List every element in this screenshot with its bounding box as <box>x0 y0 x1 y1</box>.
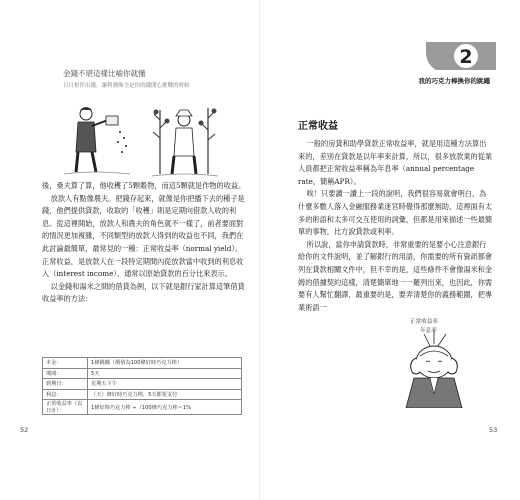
table-key: 期間： <box>43 368 88 379</box>
table-value: 1條跳繩（價值為100條好時巧克力棒） <box>88 358 242 369</box>
table-row <box>43 379 242 390</box>
left-paragraph-1: 後，桑夫算了算，他收穫了5顆穀物，而這5顆就是作物的收益。 <box>42 181 246 190</box>
running-subtitle: 日日相伴出錢，讓利潤像全是你的錢開心挑戰的時候 <box>63 83 190 89</box>
running-title: 金錢不堪這樣比喻你就懂 <box>63 69 146 78</box>
right-paragraph-1: 一般的房貸和助學貸款正常收益率，就是用這種方法算出來的，差別在貸款是以年率來計算，所以，很多放款業的從業人員都把正常收益率稱為年息率（annual percentage rate，簡稱APR）。 <box>298 139 493 186</box>
chapter-title: 我的巧克力棒換你的跳繩 <box>418 77 490 85</box>
table-key: 正常收益率（以日計）： <box>43 400 88 415</box>
chapter-badge <box>426 42 496 70</box>
table-value: 1條好時巧克力棒 ÷（100條巧克力棒＝1% <box>88 400 242 415</box>
table-row <box>43 400 242 415</box>
table-key: 利息： <box>43 389 88 400</box>
left-paragraph-2: 放款人有點像農夫。把錢存起來，就像是你把播下去的種子是錢，他們提供貸款，收取的「收穫」則是定期向借款人收的利息。從這裡開始，放款人和農夫的角色就不一樣了，前者要面對的情況更加複雜，不同類型的放款人得到的收益也不同，我們在此討論最簡單，最常見的一種：正常收益率（normal yield）。正常收益，是放款人在一段特定期間內從放款當中收到的利息收入（interest income），通常以原始貸款的百分比來表示。 <box>42 193 245 279</box>
table-row <box>43 358 242 369</box>
left-page-number: 52 <box>20 426 29 434</box>
right-body-text <box>298 138 493 314</box>
table-value: 5天 <box>88 368 242 379</box>
table-row <box>43 389 242 400</box>
section-title: 正常收益 <box>298 121 338 132</box>
right-paragraph-3: 所以說，當你申請貸款時，非常重要的是要小心注意銀行給你的文件說明，並了解銀行的用語，你需要的所有資訊都會列在貸款相關文件中，但不幸的是，這些條件不會像湯米和金姆的借據契約這樣，清楚簡單地一一羅列出來，也因此，你需要有人幫忙翻譯，最重要的是，要弄清楚你的義務範圍，把專業術語一 <box>298 239 493 312</box>
farmer-sowing-illustration <box>62 100 132 180</box>
table-value: 星期五下午 <box>88 379 242 390</box>
left-body-text <box>42 180 247 306</box>
label-normal-yield: 正常收益率 <box>410 319 438 325</box>
right-page-number: 53 <box>489 426 498 434</box>
right-paragraph-2: 唉！只要讀一讀上一段的說明，我們很容易就會明白，為什麼多數人落入金融服務業迷宮時覺得那麼無助，這裡面有太多的術語和太多可交互使用的詞彙，但都是用來描述一些最簡單的事物，比方說貸款或利率。 <box>298 189 493 237</box>
loan-terms-table <box>42 357 242 415</box>
table-row <box>43 368 242 379</box>
left-paragraph-3: 以金錢和湯米之間的借貸為例，以下就是銀行家計算這筆借貸收益率的方法： <box>42 281 245 304</box>
label-apr: 年息率 <box>420 328 437 334</box>
table-value: （天）條好時巧克力棒，5天都要支付 <box>88 389 242 400</box>
chapter-number: 2 <box>459 46 473 68</box>
farmer-harvest-illustration <box>150 100 220 180</box>
table-key: 本金： <box>43 358 88 369</box>
table-key: 到期日： <box>43 379 88 390</box>
